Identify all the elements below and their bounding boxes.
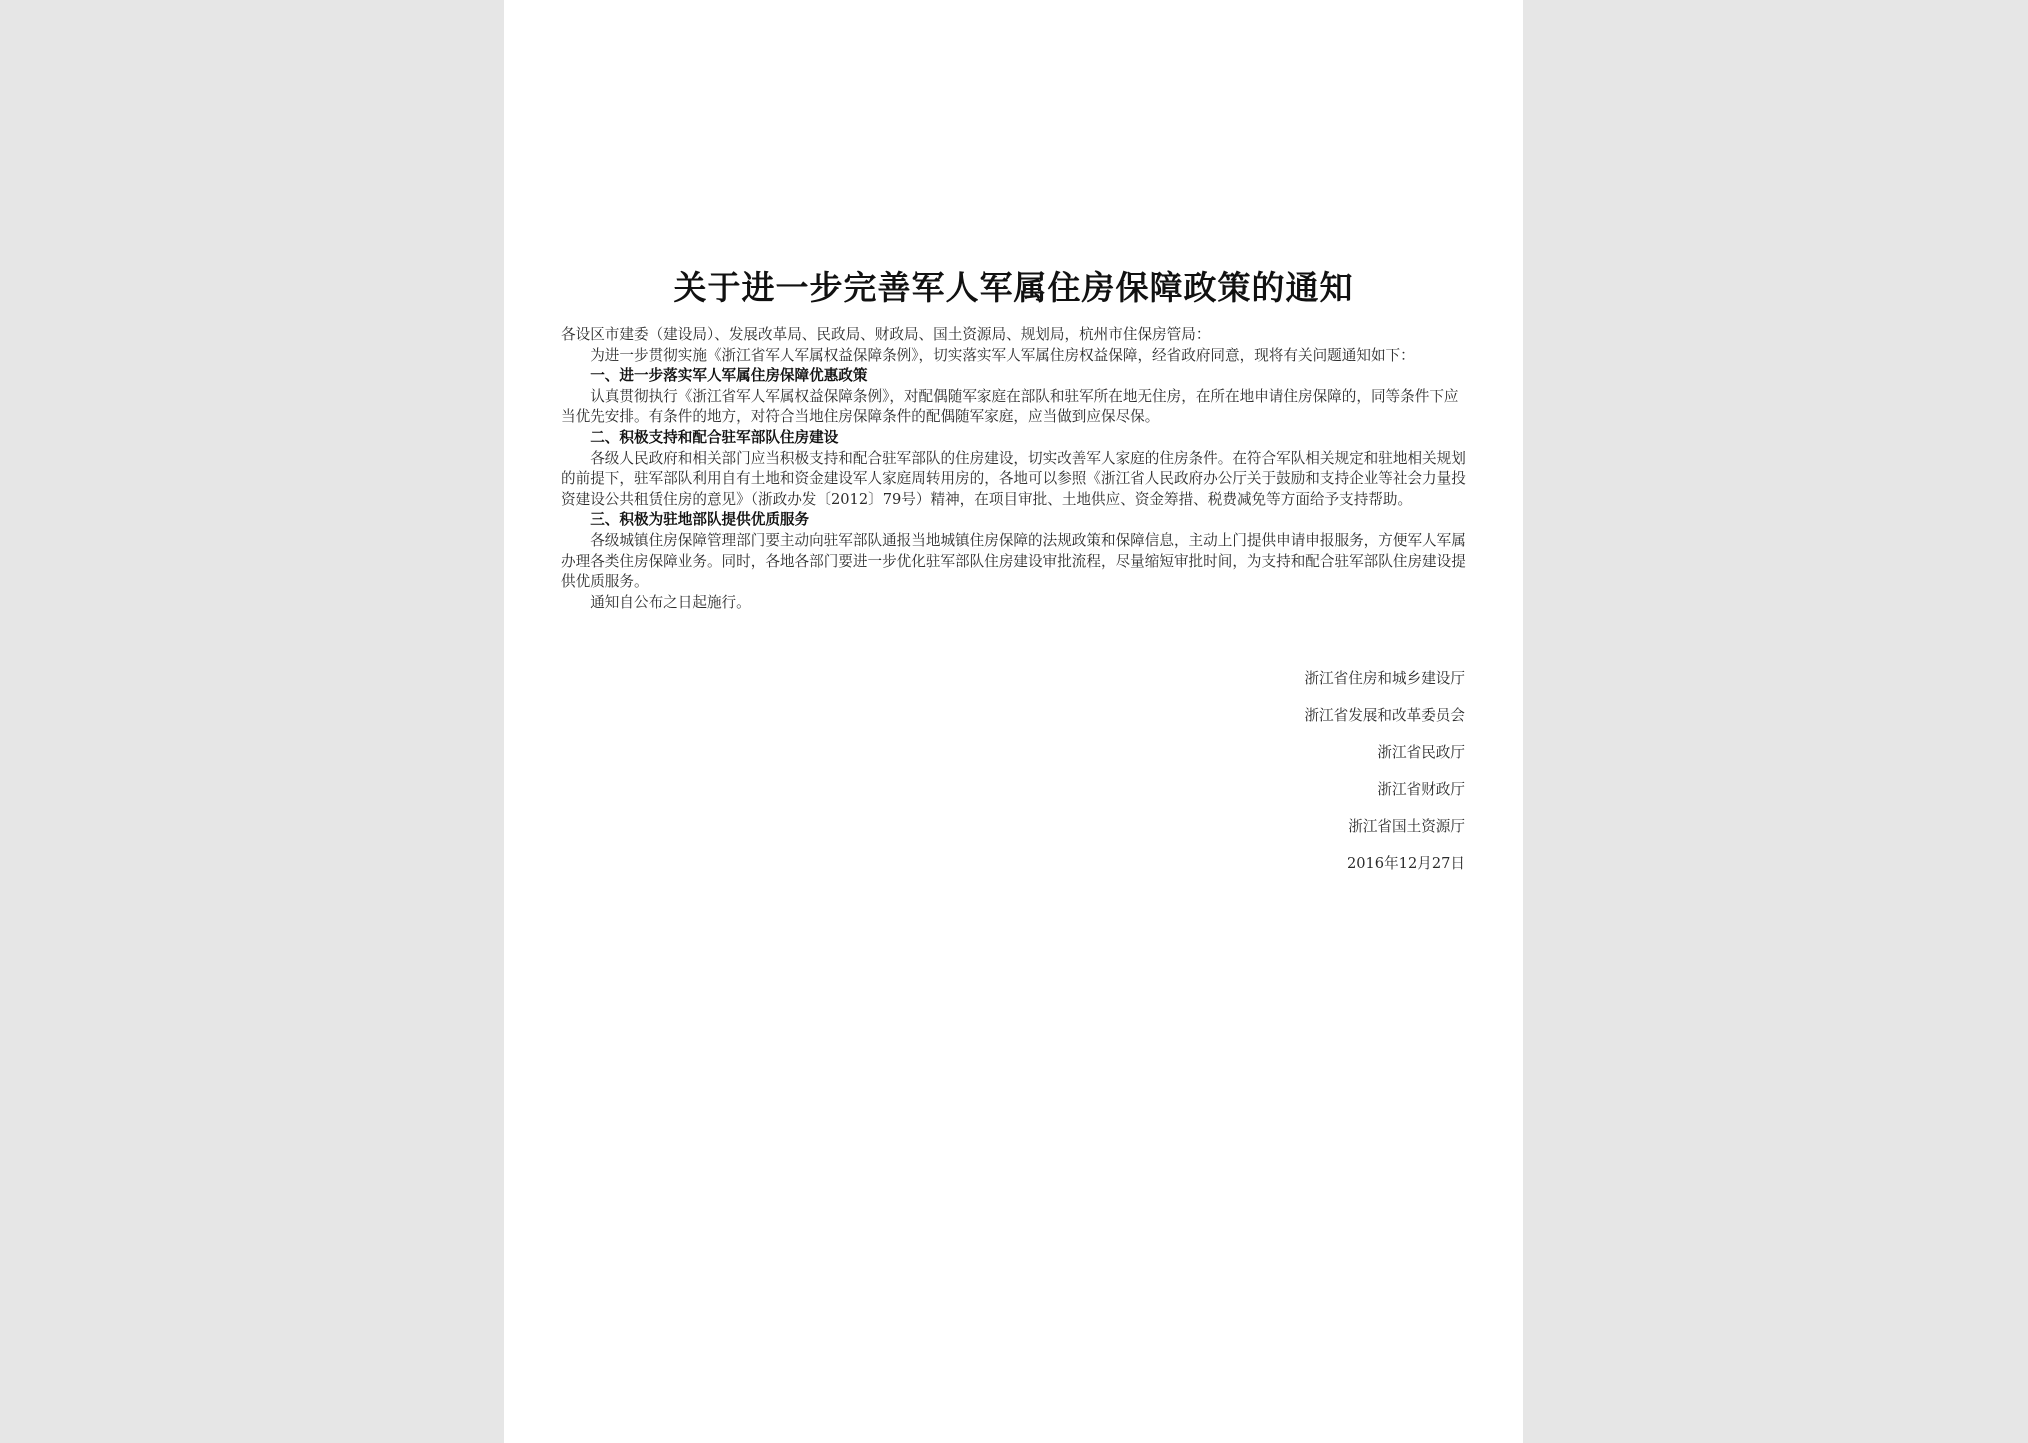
- signature-line: 浙江省住房和城乡建设厅: [1304, 670, 1465, 687]
- signature-line: 浙江省国土资源厅: [1348, 818, 1465, 835]
- document-page: [504, 0, 1523, 1443]
- section-1-text: 认真贯彻执行《浙江省军人军属权益保障条例》，对配偶随军家庭在部队和驻军所在地无住房，在所在地申请住房保障的，同等条件下应当优先安排。有条件的地方，对符合当地住房保障条件的配偶随军家庭，应当做到应保尽保。: [561, 387, 1459, 426]
- section-3-heading: 三、积极为驻地部队提供优质服务: [590, 511, 810, 529]
- signature-line: 浙江省发展和改革委员会: [1304, 707, 1465, 724]
- section-1-heading: 一、进一步落实军人军属住房保障优惠政策: [590, 367, 868, 385]
- intro-paragraph: 为进一步贯彻实施《浙江省军人军属权益保障条例》，切实落实军人军属住房权益保障，经省政府同意，现将有关问题通知如下：: [590, 346, 1415, 364]
- section-2-text: 各级人民政府和相关部门应当积极支持和配合驻军部队的住房建设，切实改善军人家庭的住房条件。在符合军队相关规定和驻地相关规划的前提下，驻军部队利用自有土地和资金建设军人家庭周转用房的，各地可以参照《浙江省人民政府办公厅关于鼓励和支持企业等社会力量投资建设公共租赁住房的意见》（浙政办发〔2012〕79号）精神，在项目审批、土地供应、资金筹措、税费减免等方面给予支持帮助。: [561, 449, 1466, 508]
- closing-line: 通知自公布之日起施行。: [590, 593, 751, 611]
- document-date: 2016年12月27日: [1346, 855, 1465, 872]
- signature-line: 浙江省民政厅: [1377, 744, 1465, 761]
- section-3-text: 各级城镇住房保障管理部门要主动向驻军部队通报当地城镇住房保障的法规政策和保障信息，主动上门提供申请申报服务，方便军人军属办理各类住房保障业务。同时，各地各部门要进一步优化驻军部队住房建设审批流程，尽量缩短审批时间，为支持和配合驻军部队住房建设提供优质服务。: [561, 531, 1466, 591]
- section-2-heading: 二、积极支持和配合驻军部队住房建设: [590, 428, 839, 446]
- document-body: [561, 325, 1473, 613]
- addressee-line: 各设区市建委（建设局）、发展改革局、民政局、财政局、国土资源局、规划局，杭州市住保房管局：: [561, 326, 1211, 343]
- document-title: 关于进一步完善军人军属住房保障政策的通知: [673, 268, 1354, 307]
- signature-line: 浙江省财政厅: [1377, 781, 1465, 798]
- signature-block: [1304, 668, 1465, 890]
